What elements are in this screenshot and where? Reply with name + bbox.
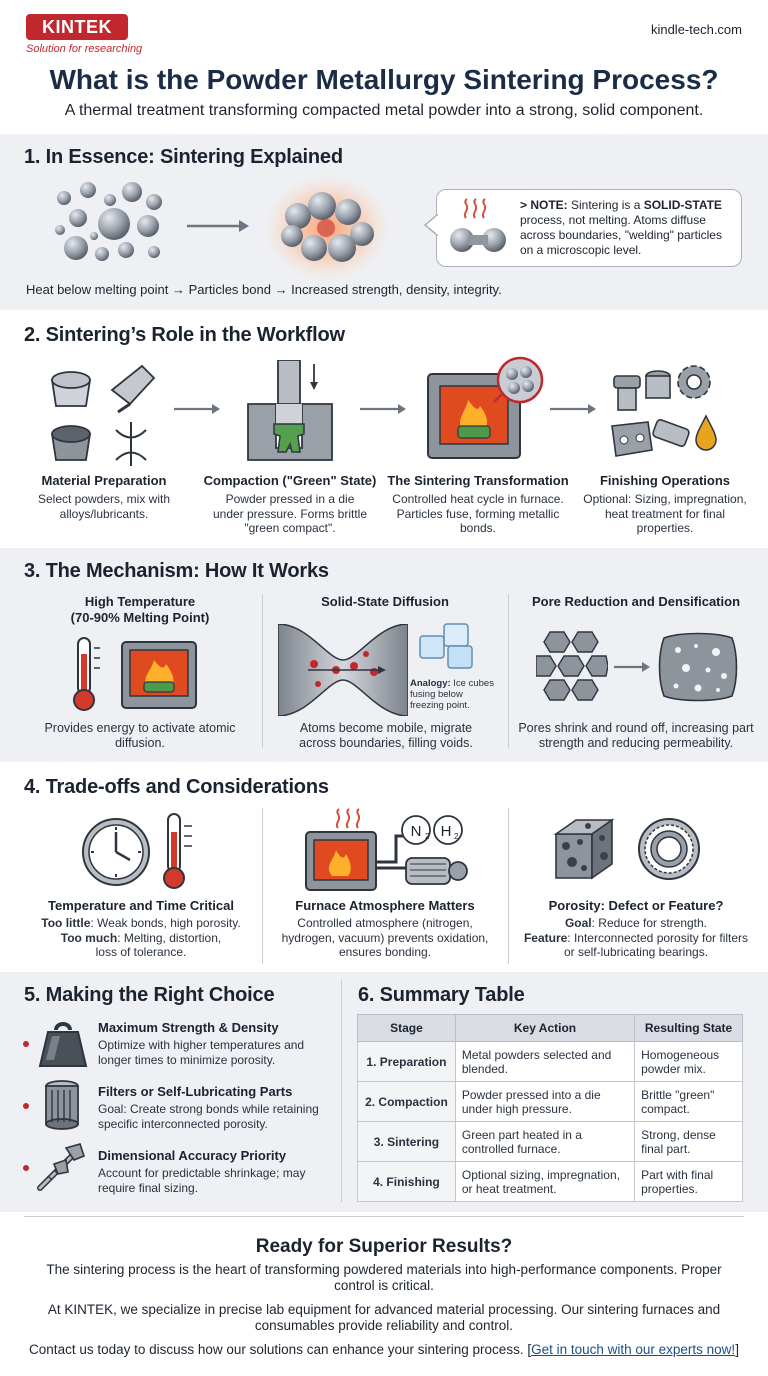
- mechanism-title-2: Solid-State Diffusion: [321, 594, 449, 609]
- arrow-icon: [185, 218, 251, 234]
- contact-experts-link[interactable]: Get in touch with our experts now!: [531, 1342, 736, 1357]
- table-row: [358, 1082, 743, 1122]
- table-row: [358, 1162, 743, 1202]
- section-5-heading: 5. Making the Right Choice: [24, 984, 275, 1006]
- analogy-body: Ice cubes fusing below freezing point.: [410, 678, 494, 711]
- brand-tagline: Solution for researching: [26, 43, 143, 55]
- table-header-cell: Stage: [358, 1015, 456, 1042]
- tradeoff-title: Porosity: Defect or Feature?: [548, 898, 724, 913]
- furnace-icon: [120, 640, 198, 710]
- page-subtitle: A thermal treatment transforming compacted metal powder into a strong, solid component.: [64, 102, 704, 119]
- gas-h2-subscript: 2: [454, 832, 459, 841]
- weight-icon: [38, 1018, 88, 1070]
- bonded-pair-icon: [448, 226, 508, 254]
- divider: [262, 808, 263, 964]
- table-cell: Metal powders selected and blended.: [455, 1042, 634, 1082]
- page-title: What is the Powder Metallurgy Sintering Process?: [49, 64, 719, 95]
- mechanism-title-3: Pore Reduction and Densification: [531, 594, 741, 609]
- bullet-dot: [22, 1164, 30, 1172]
- cta-paragraph-1: The sintering process is the heart of transforming powdered materials into high-performance components. Proper control is critical.: [46, 1262, 722, 1293]
- tradeoff-key: Too little: [41, 916, 91, 930]
- table-cell: Green part heated in a controlled furnace.: [455, 1122, 634, 1162]
- mechanism-text-1: Provides energy to activate atomic diffusion.: [44, 721, 236, 750]
- section-3-heading: 3. The Mechanism: How It Works: [24, 560, 329, 582]
- step-title: Material Preparation: [41, 473, 167, 488]
- step-title: Finishing Operations: [599, 473, 730, 488]
- table-row: [358, 1122, 743, 1162]
- tradeoff-col-1: [30, 898, 252, 960]
- brand-logo[interactable]: [26, 14, 128, 40]
- tradeoff-key: Feature: [523, 930, 568, 945]
- table-cell: Brittle "green" compact.: [635, 1082, 743, 1122]
- bearing-icon: [636, 816, 702, 882]
- note-mid: Sintering is a: [567, 198, 644, 212]
- gas-h2-label: H: [440, 823, 452, 840]
- step-title: Compaction ("Green" State): [203, 473, 377, 488]
- summary-table: [357, 1014, 743, 1202]
- table-cell: 3. Sintering: [358, 1122, 456, 1162]
- brand-name: KINTEK: [42, 17, 112, 37]
- tradeoff-line: [30, 931, 252, 960]
- gas-n2-subscript: 2: [425, 832, 430, 841]
- choice-item-1: [98, 1020, 334, 1067]
- furnace-atmosphere-icon: [300, 806, 476, 894]
- divider: [341, 980, 342, 1202]
- table-header-cell: Key Action: [455, 1015, 634, 1042]
- workflow-step-2: [200, 473, 380, 536]
- tradeoff-title: Temperature and Time Critical: [48, 898, 234, 913]
- choice-text: Goal: Create strong bonds while retaining specific interconnected porosity.: [98, 1102, 319, 1131]
- step-text: Select powders, mix with alloys/lubricants.: [37, 492, 171, 521]
- mechanism-title-1: High Temperature (70-90% Melting Point): [70, 594, 210, 625]
- note-pointer: [424, 214, 438, 236]
- workflow-step-1: [24, 473, 184, 521]
- divider: [262, 594, 263, 748]
- step-title: The Sintering Transformation: [387, 473, 569, 488]
- table-cell: 4. Finishing: [358, 1162, 456, 1202]
- tradeoff-line: [30, 916, 252, 931]
- choice-title: Dimensional Accuracy Priority: [98, 1148, 287, 1163]
- loose-powder-particles: [50, 180, 170, 265]
- table-cell: Homogeneous powder mix.: [635, 1042, 743, 1082]
- tradeoff-value: : Weak bonds, high porosity.: [90, 916, 241, 930]
- arrow-icon: [358, 402, 408, 416]
- note-emphasis: SOLID-STATE: [643, 198, 722, 212]
- arrow-icon: [548, 402, 598, 416]
- bullet-dot: [22, 1102, 30, 1110]
- gas-n2-label: N: [410, 823, 422, 840]
- filter-icon: [44, 1080, 80, 1130]
- choice-item-2: [98, 1084, 334, 1131]
- thermometer-icon: [66, 636, 102, 712]
- step-text: Optional: Sizing, impregnation, heat treatment for final properties.: [583, 492, 747, 535]
- compaction-press-icon: [244, 360, 338, 466]
- choice-text: Account for predictable shrinkage; may require final sizing.: [98, 1166, 306, 1195]
- cta-heading: Ready for Superior Results?: [255, 1236, 513, 1257]
- analogy-text: [410, 678, 494, 711]
- bullet-dot: [22, 1040, 30, 1048]
- summary-table-header: [358, 1015, 743, 1042]
- tradeoff-key: Goal: [564, 916, 592, 930]
- section-1-heading: 1. In Essence: Sintering Explained: [24, 146, 343, 168]
- choice-title: Maximum Strength & Density: [98, 1020, 279, 1035]
- tradeoff-value: : Reduce for strength.: [591, 916, 708, 930]
- cta-divider: [24, 1216, 744, 1217]
- cta-paragraph-2: At KINTEK, we specialize in precise lab equipment for advanced material processing. Our sintering furnaces and consumables provide reliability and control.: [47, 1302, 721, 1333]
- cta-paragraph-3: [0, 1342, 768, 1357]
- caliper-icon: [36, 1142, 88, 1194]
- tradeoff-text: Controlled atmosphere (nitrogen, hydrogen, vacuum) prevents oxidation, ensures bonding.: [281, 916, 489, 959]
- tradeoff-title: Furnace Atmosphere Matters: [295, 898, 475, 913]
- table-header-cell: Resulting State: [635, 1015, 743, 1042]
- divider: [508, 594, 509, 748]
- tradeoff-key: Too much: [60, 930, 118, 945]
- porous-block-icon: [552, 816, 624, 882]
- step-text: Controlled heat cycle in furnace. Particles fuse, forming metallic bonds.: [392, 492, 564, 535]
- analogy-label: Analogy:: [410, 678, 451, 689]
- densified-part-icon: [656, 630, 740, 704]
- sintered-particles-glow: [262, 172, 392, 284]
- tradeoff-value: : Interconnected porosity for filters or self-lubricating bearings.: [563, 930, 749, 959]
- tradeoff-line: [520, 931, 752, 960]
- arrow-icon: [172, 402, 222, 416]
- site-link[interactable]: kindle-tech.com: [650, 22, 742, 37]
- choice-title: Filters or Self-Lubricating Parts: [98, 1084, 293, 1099]
- table-cell: Strong, dense final part.: [635, 1122, 743, 1162]
- choice-text: Optimize with higher temperatures and longer times to minimize porosity.: [98, 1038, 305, 1067]
- heat-waves-icon: [460, 198, 490, 220]
- sintering-furnace-icon: [424, 354, 548, 466]
- cta-contact-close: ]: [735, 1342, 739, 1357]
- table-cell: Part with final properties.: [635, 1162, 743, 1202]
- diffusion-neck-diagram: [278, 624, 408, 716]
- note-text: [520, 198, 736, 258]
- section-1-caption: Heat below melting point → Particles bond → Increased strength, density, integrity.: [26, 282, 502, 297]
- arrow-icon: [612, 660, 652, 674]
- section-2-heading: 2. Sintering’s Role in the Workflow: [24, 324, 345, 346]
- porous-structure-icon: [536, 630, 608, 704]
- mechanism-text-3: Pores shrink and round off, increasing part strength and reducing permeability.: [518, 721, 754, 750]
- workflow-step-3: [384, 473, 572, 536]
- table-cell: Optional sizing, impregnation, or heat treatment.: [455, 1162, 634, 1202]
- note-prefix: > NOTE:: [520, 198, 568, 212]
- section-4-heading: 4. Trade-offs and Considerations: [24, 776, 329, 798]
- tradeoff-col-3: [520, 898, 752, 960]
- mechanism-text-2: Atoms become mobile, migrate across boundaries, filling voids.: [299, 721, 473, 750]
- tradeoff-line: [520, 916, 752, 931]
- table-cell: 1. Preparation: [358, 1042, 456, 1082]
- choice-item-3: [98, 1148, 334, 1195]
- tradeoff-col-2: [276, 898, 494, 960]
- tradeoff-value: : Melting, distortion, loss of tolerance.: [95, 930, 222, 959]
- clock-icon: [80, 816, 152, 888]
- thermometer-icon: [158, 812, 196, 892]
- ice-cubes-icon: [414, 620, 482, 672]
- cta-contact-text: Contact us today to discuss how our solutions can enhance your sintering process. [: [29, 1342, 532, 1357]
- section-6-heading: 6. Summary Table: [358, 984, 525, 1006]
- note-rest: process, not melting. Atoms diffuse across boundaries, "welding" particles on a microscopic level.: [520, 213, 722, 257]
- powder-bowls-icon: [46, 360, 164, 466]
- step-text: Powder pressed in a die under pressure. Forms brittle "green compact".: [212, 492, 368, 535]
- table-cell: Powder pressed into a die under high pressure.: [455, 1082, 634, 1122]
- table-row: [358, 1042, 743, 1082]
- divider: [508, 808, 509, 964]
- workflow-step-4: [578, 473, 752, 536]
- table-cell: 2. Compaction: [358, 1082, 456, 1122]
- finished-parts-icon: [608, 360, 724, 466]
